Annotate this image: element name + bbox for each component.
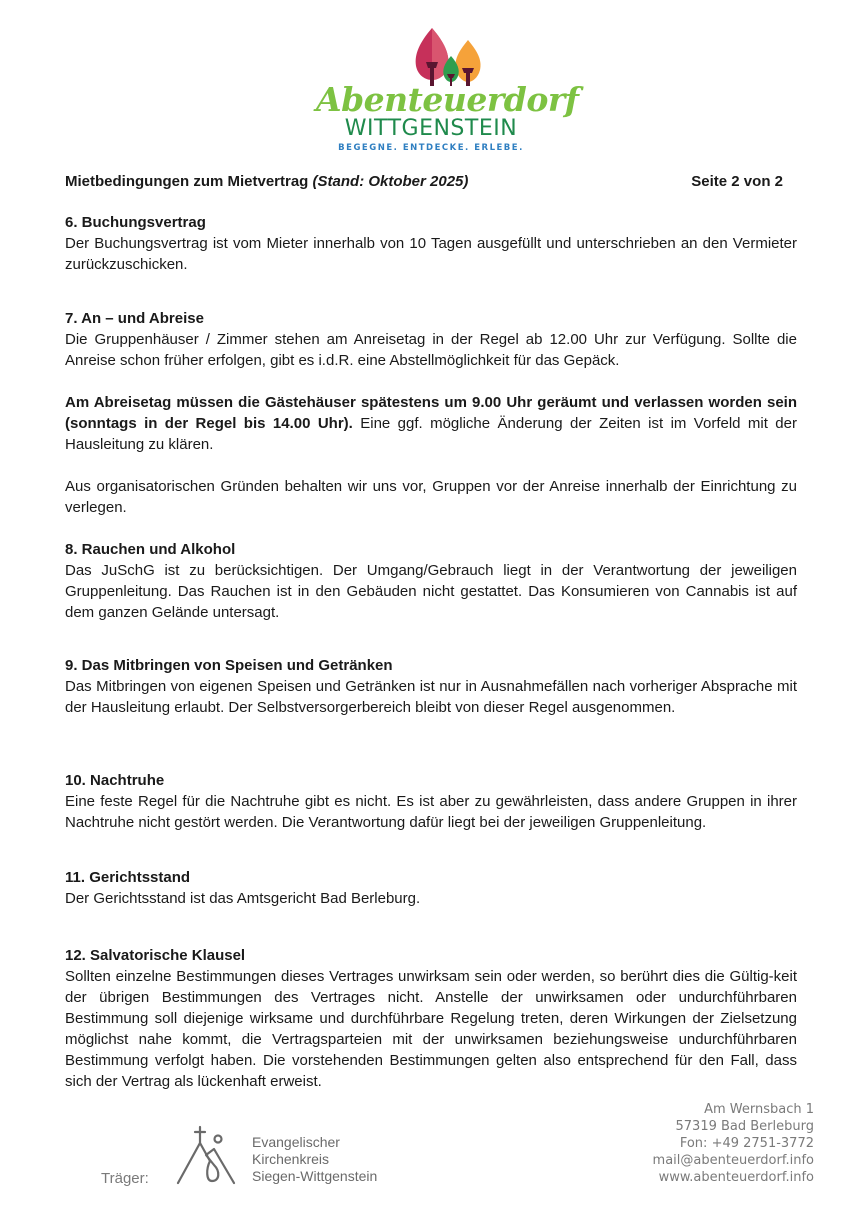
section-text-relocation: Aus organisatorischen Gründen behalten wir uns vor, Gruppen vor der Anreise innerhalb der Einrichtung zu verlegen. [65, 478, 797, 516]
departure-note: Eine ggf. mögliche Änderung der Zeiten ist im Vorfeld mit der Hausleitung zu klären. [65, 415, 797, 453]
section-text: Das JuSchG ist zu berücksichtigen. Der Umgang/Gebrauch liegt in der Verantwortung der jeweiligen Gruppenleitung. Das Rauchen ist in den Gebäuden nicht gestattet. Das Konsumieren von Cannabis ist auf dem ganzen Gelände untersagt. [65, 562, 797, 621]
trees-icon [316, 26, 546, 86]
section-title: 12. Salvatorische Klausel [65, 947, 246, 964]
departure-rule: Am Abreisetag müssen die Gästehäuser spätestens um 9.00 Uhr geräumt und verlassen worden sein (sonntags in der Regel bis 14.00 Uhr). [65, 394, 797, 432]
church-name-line: Siegen-Wittgenstein [252, 1168, 378, 1184]
church-district-logo-icon [176, 1125, 236, 1187]
section-buchungsvertrag [65, 212, 797, 275]
logo-name: WITTGENSTEIN [344, 116, 518, 141]
section-text: Eine feste Regel für die Nachtruhe gibt es nicht. Es ist aber zu gewährleisten, dass andere Gruppen in ihrer Nachtruhe nicht gestört werden. Die Verantwortung dafür liegt bei der jeweiligen Gruppenleitung. [65, 793, 797, 831]
address-website[interactable]: www.abenteuerdorf.info [658, 1170, 814, 1185]
section-gerichtsstand [65, 867, 797, 909]
section-title: 6. Buchungsvertrag [65, 214, 206, 231]
section-rauchen-alkohol [65, 539, 797, 623]
section-text: Die Gruppenhäuser / Zimmer stehen am Anreisetag in der Regel ab 12.00 Uhr zur Verfügung. Sollte die Anreise schon früher erfolgen, gibt es i.d.R. eine Abstellmöglichkeit für das Gepäck. [65, 331, 797, 369]
address-phone: Fon: +49 2751-3772 [679, 1136, 814, 1151]
section-title: 7. An – und Abreise [65, 310, 204, 327]
contact-address [653, 1101, 814, 1186]
section-text: Der Gerichtsstand ist das Amtsgericht Bad Berleburg. [65, 890, 421, 907]
section-nachtruhe [65, 770, 797, 833]
section-speisen-getraenke [65, 655, 797, 718]
section-text: Sollten einzelne Bestimmungen dieses Vertrages unwirksam sein oder werden, so berührt dies die Gültig-keit der übrigen Bestimmungen des Vertrages nicht. Anstelle der unwirksamen oder undurchführbaren Bestimmung soll diejenige wirksame und durchführbare Regelung treten, deren Wirkungen der Zielsetzung möglichst nahe kommt, die Vertragsparteien mit der unwirksamen beziehungsweise undurchführbaren Bestimmung verfolgt haben. Die vorstehenden Bestimmungen gelten also entsprechend für den Fall, dass sich der Vertrag als lückenhaft erweist. [65, 968, 797, 1090]
traeger-label: Träger: [101, 1170, 149, 1187]
section-title: 8. Rauchen und Alkohol [65, 541, 236, 558]
abenteuerdorf-logo [316, 26, 579, 154]
section-title: 11. Gerichtsstand [65, 869, 191, 886]
address-email[interactable]: mail@abenteuerdorf.info [652, 1153, 814, 1168]
church-name-line: Kirchenkreis [252, 1151, 330, 1167]
address-city: 57319 Bad Berleburg [675, 1119, 814, 1134]
church-district-name [252, 1134, 377, 1185]
logo-tagline: BEGEGNE. ENTDECKE. ERLEBE. [338, 143, 524, 153]
page-number: Seite 2 von 2 [691, 173, 783, 190]
document-header [65, 173, 783, 190]
section-salvatorische-klausel [65, 945, 797, 1092]
section-text: Der Buchungsvertrag ist vom Mieter innerhalb von 10 Tagen ausgefüllt und unterschrieben an den Vermieter zurückzuschicken. [65, 235, 797, 273]
document-stand: (Stand: Oktober 2025) [312, 173, 469, 190]
section-title: 10. Nachtruhe [65, 772, 165, 789]
section-title: 9. Das Mitbringen von Speisen und Getränken [65, 657, 393, 674]
section-an-und-abreise [65, 308, 797, 518]
logo-script-text: Abenteuerdorf [316, 80, 579, 119]
section-text-departure [65, 392, 797, 455]
church-name-line: Evangelischer [252, 1134, 340, 1150]
document-title: Mietbedingungen zum Mietvertrag [65, 173, 309, 190]
address-street: Am Wernsbach 1 [704, 1102, 814, 1117]
section-text: Das Mitbringen von eigenen Speisen und Getränken ist nur in Ausnahmefällen nach vorheriger Absprache mit der Hausleitung erlaubt. Der Selbstversorgerbereich bleibt von dieser Regel ausgenommen. [65, 678, 797, 716]
